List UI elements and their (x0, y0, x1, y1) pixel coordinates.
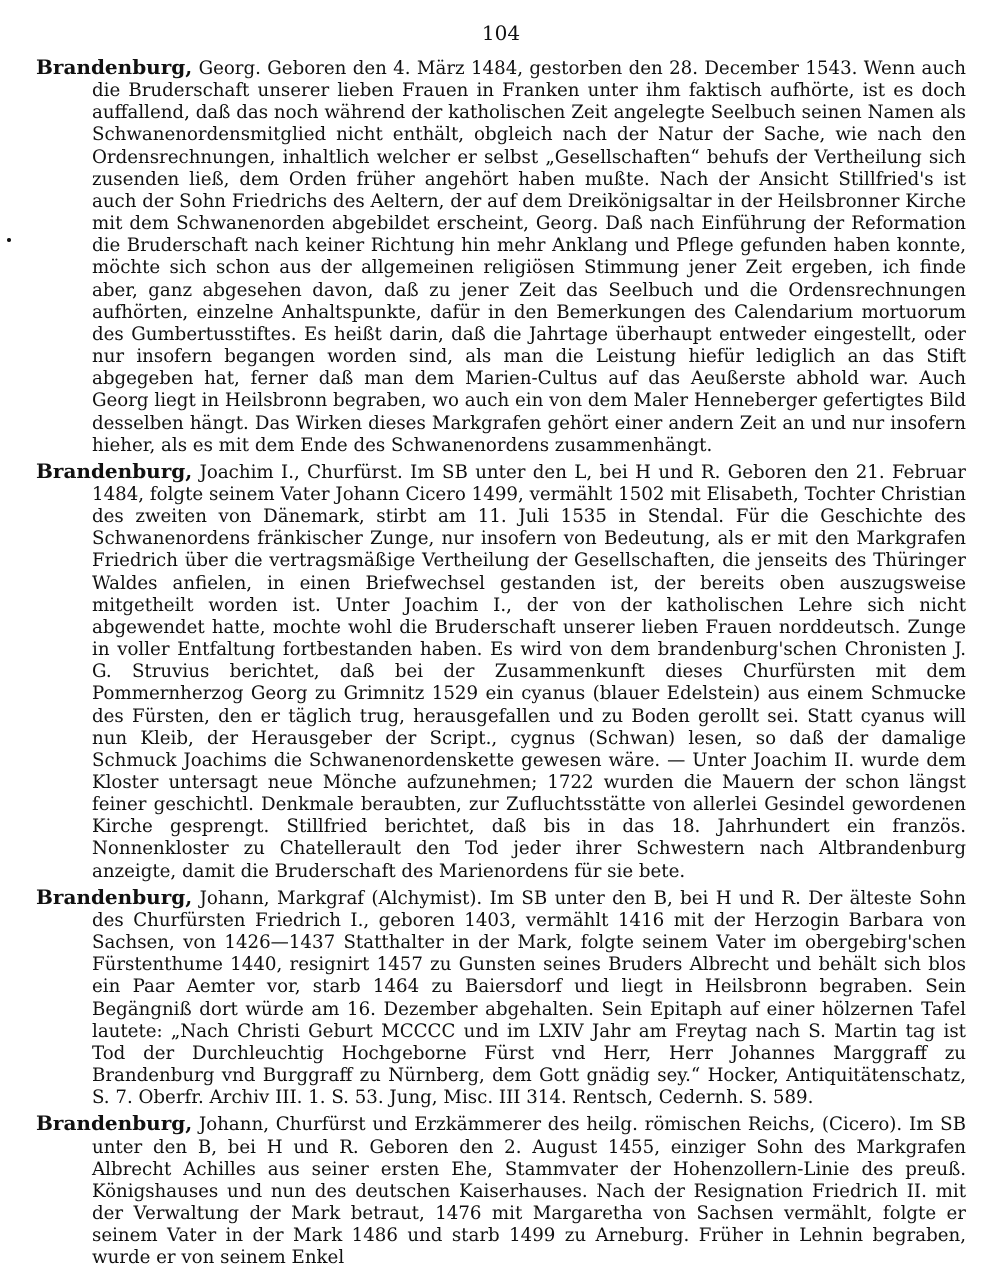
entry-text: Johann, Markgraf (Alchymist). Im SB unter den B, bei H und R. Der älteste Sohn des Churfürsten Friedrich I., geboren 1403, vermählt 1416 mit der Herzogin Barbara von Sachsen, von 1426—1437 Statthalter in der Mark, folgte seinem Vater im obergebirg'schen Fürstenthume 1440, resignirt 1457 zu Gunsten seines Bruders Albrecht und behält sich blos ein Paar Aemter vor, starb 1464 zu Baiersdorf und liegt in Heilsbronn begraben. Sein Begängniß dort würde am 16. Dezember abgehalten. Sein Epitaph auf einer hölzernen Tafel lautete: „Nach Christi Geburt MCCCC und im LXIV Jahr am Freytag nach S. Martin tag ist Tod der Durchleuchtig Hochgeborne Fürst vnd Herr, Herr Johannes Marggraff zu Brandenburg vnd Burggraff zu Nürnberg, dem Gott gnädig sey.“ Hocker, Antiquitätenschatz, S. 7. Oberfr. Archiv III. 1. S. 53. Jung, Misc. III 314. Rentsch, Cedernh. S. 589. (92, 887, 966, 1109)
headword: Brandenburg, (36, 1111, 193, 1136)
headword: Brandenburg, (36, 458, 193, 483)
entry-georg (36, 56, 966, 457)
entry-text: Joachim I., Churfürst. Im SB unter den L, bei H und R. Geboren den 21. Februar 1484, folgte seinem Vater Johann Cicero 1499, vermählt 1502 mit Elisabeth, Tochter Christian des zweiten von Dänemark, stirbt am 11. Juli 1535 in Stendal. Für die Geschichte des Schwanenordens fränkischer Zunge, nur insofern von Bedeutung, als er mit den Markgrafen Friedrich über die vertragsmäßige Vertheilung der Gesellschaften, die jenseits des Thüringer Waldes anfielen, in einen Briefwechsel gestanden ist, der bereits oben auszugsweise mitgetheilt worden ist. Unter Joachim I., der von der katholischen Lehre sich nicht abgewendet hatte, mochte wohl die Bruderschaft unserer lieben Frauen norddeutsch. Zunge in voller Entfaltung fortbestanden haben. Es wird von dem brandenburg'schen Chronisten J. G. Struvius berichtet, daß bei der Zusammenkunft dieses Churfürsten mit dem Pommernherzog Georg zu Grimnitz 1529 ein cyanus (blauer Edelstein) aus einem Schmucke des Fürsten, den er täglich trug, herausgefallen und zu Boden gerollt sei. Statt cyanus will nun Kleib, der Herausgeber der Script., cygnus (Schwan) lesen, so daß der damalige Schmuck Joachims die Schwanenordenskette gewesen wäre. — Unter Joachim II. wurde dem Kloster untersagt neue Mönche aufzunehmen; 1722 wurden die Mauern der schon längst feiner geschichtl. Denkmale beraubten, zur Zufluchtsstätte von allerlei Gesindel gewordenen Kirche gesprengt. Stillfried berichtet, daß bis in das 18. Jahrhundert ein französ. Nonnenkloster zu Chatellerault den Tod jeder ihrer Schwestern nach Altbrandenburg anzeigte, damit die Bruderschaft des Marienordens für sie bete. (92, 461, 966, 882)
entry-text: Georg. Geboren den 4. März 1484, gestorben den 28. December 1543. Wenn auch die Bruderschaft unserer lieben Frauen in Franken unter ihm faktisch aufhörte, ist es doch auffallend, daß das noch während der katholischen Zeit angelegte Seelbuch seinen Namen als Schwanenordensmitglied nicht enthält, obgleich nach der Natur der Sache, wie nach den Ordensrechnungen, inhaltlich welcher er selbst „Gesellschaften“ behufs der Vertheilung sich zusenden ließ, dem Orden früher angehört haben mußte. Nach der Ansicht Stillfried's ist auch der Sohn Friedrichs des Aeltern, der auf dem Dreikönigsaltar in der Heilsbronner Kirche mit dem Schwanenorden abgebildet erscheint, Georg. Daß nach Einführung der Reformation die Bruderschaft nach keiner Richtung hin mehr Anklang und Pflege gefunden haben konnte, möchte sich schon aus der allgemeinen religiösen Stimmung jener Zeit ergeben, ich finde aber, ganz abgesehen davon, daß zu jener Zeit das Seelbuch und die Ordensrechnungen aufhörten, einzelne Anhaltspunkte, dafür in den Bemerkungen des Calendarium mortuorum des Gumbertusstiftes. Es heißt darin, daß die Jahrtage überhaupt entweder eingestellt, oder nur insofern begangen worden sind, als man die Leistung hiefür lediglich an das Stift abgegeben hat, ferner daß man dem Marien-Cultus auf das Aeußerste abhold war. Auch Georg liegt in Heilsbronn begraben, wo auch ein von dem Maler Henneberger gefertigtes Bild desselben hängt. Das Wirken dieses Markgrafen gehört einer andern Zeit an und nur insofern hieher, als es mit dem Ende des Schwanenordens zusammenhängt. (92, 58, 966, 456)
headword: Brandenburg, (36, 55, 193, 79)
entry-text: Johann, Churfürst und Erzkämmerer des heilg. römischen Reichs, (Cicero). Im SB unter den B, bei H und R. Geboren den 2. August 1455, einziger Sohn des Markgrafen Albrecht Achilles aus seiner ersten Ehe, Stammvater der Hohenzollern-Linie des preuß. Königshauses und nun des deutschen Kaiserhauses. Nach der Resignation Friedrich II. mit der Verwaltung der Mark betraut, 1476 mit Margaretha von Sachsen vermählt, folgte er seinem Vater in der Mark 1486 und starb 1499 zu Arneburg. Früher in Lehnin begraben, wurde er von seinem Enkel (92, 1114, 966, 1269)
headword: Brandenburg, (36, 884, 193, 909)
page-number: 104 (481, 21, 521, 45)
entry-johann-churfuerst (36, 1112, 966, 1269)
entry-johann-markgraf (36, 886, 966, 1110)
entry-joachim-i (36, 460, 966, 883)
margin-mark (7, 238, 11, 242)
